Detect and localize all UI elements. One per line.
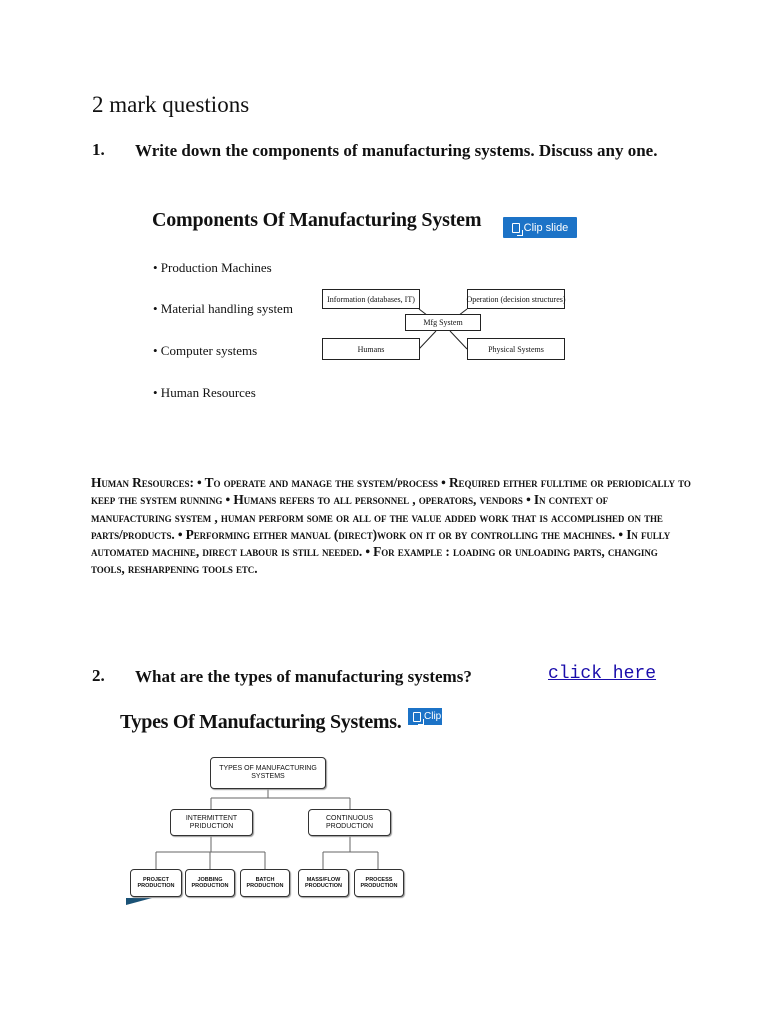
diagram-humans-box: Humans: [322, 338, 420, 360]
slide-2-title: Types Of Manufacturing Systems.: [120, 711, 402, 733]
question-1-number: 1.: [92, 140, 105, 159]
slide-1-title: Components Of Manufacturing System: [152, 209, 482, 231]
tree-intermittent-box: INTERMITTENT PRIDUCTION: [170, 809, 253, 836]
human-resources-description: Human Resources: • To operate and manage the system/process • Required either fulltime or periodically to keep the system running • Humans refers to all personnel , operators, vendors • In context of manufacturing system , human perform some or all of the value added work that is accomplished on the parts/products. • Performing either manual (direct)work on it or by controlling the machines. • In fully automated machine, direct labour is still needed. • For example : loading or unloading parts, changing tools, resharpening tools etc.: [91, 475, 691, 577]
click-here-link[interactable]: click here: [548, 664, 657, 684]
page-heading: 2 mark questions: [92, 92, 250, 117]
tree-root-box: TYPES OF MANUFACTURING SYSTEMS: [210, 757, 326, 789]
clip-slide-label: Clip slide: [523, 221, 569, 234]
question-1-text: Write down the components of manufacturing systems. Discuss any one.: [135, 141, 658, 160]
diagram-center-box: Mfg System: [405, 314, 481, 331]
bullet-item: • Computer systems: [153, 343, 258, 358]
diagram-information-box: Information (databases, IT): [322, 289, 420, 309]
question-2-text: What are the types of manufacturing systems?: [135, 667, 472, 686]
question-2-number: 2.: [92, 666, 105, 685]
bullet-item: • Production Machines: [153, 260, 272, 275]
tree-mass-box: MASS/FLOW PRODUCTION: [298, 869, 349, 897]
tree-process-box: PROCESS PRODUCTION: [354, 869, 404, 897]
tree-jobbing-box: JOBBING PRODUCTION: [185, 869, 235, 897]
clip-slide-label: Clip: [424, 711, 442, 722]
tree-continuous-box: CONTINUOUS PRODUCTION: [308, 809, 391, 836]
bullet-item: • Human Resources: [153, 385, 256, 400]
diagram-operation-box: Operation (decision structures): [467, 289, 565, 309]
tree-batch-box: BATCH PRODUCTION: [240, 869, 290, 897]
diagram-physical-box: Physical Systems: [467, 338, 565, 360]
bullet-item: • Material handling system: [153, 301, 293, 316]
tree-project-box: PROJECT PRODUCTION: [130, 869, 182, 897]
